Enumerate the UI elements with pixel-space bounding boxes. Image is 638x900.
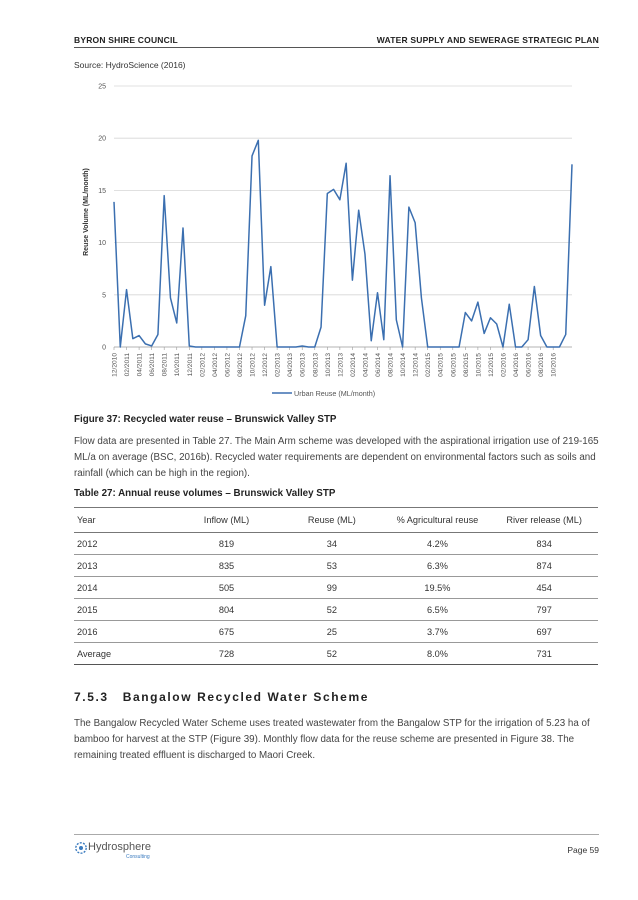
table-cell-agricultural-reuse: 19.5% (385, 577, 491, 599)
header-organisation: BYRON SHIRE COUNCIL (74, 35, 178, 45)
table-cell-year: 2012 (74, 533, 174, 555)
paragraph-bangalow-scheme: The Bangalow Recycled Water Scheme uses treated wastewater from the Bangalow STP for the irrigation of 5.23 ha of bamboo for harvest at the STP (Figure 39). Monthly flow data for the reuse scheme are presented in Figure 38. The remaining treated effluent is discharged to Maori Creek. (74, 718, 590, 761)
chart-x-tick-label: 06/2016 (525, 353, 533, 377)
table-cell-reuse: 52 (279, 599, 384, 621)
column-header-inflow: Inflow (ML) (174, 508, 279, 533)
table-cell-year: Average (74, 643, 174, 665)
chart-gridlines (114, 86, 572, 347)
chart-x-axis (112, 347, 558, 377)
table-cell-river-release: 454 (490, 577, 598, 599)
chart-x-tick-label: 12/2012 (262, 353, 270, 377)
table-cell-river-release: 731 (490, 643, 598, 665)
chart-y-tick-label: 0 (102, 344, 106, 352)
chart-x-tick-label: 10/2016 (550, 353, 558, 377)
chart-x-tick-label: 08/2011 (161, 353, 169, 377)
chart-y-axis-label: Reuse Volume (ML/month) (83, 168, 90, 256)
hydrosphere-logo-icon (74, 841, 88, 855)
chart-x-tick-label: 02/2011 (124, 353, 132, 377)
table-header-row (74, 508, 598, 533)
chart-x-tick-label: 08/2014 (387, 353, 395, 377)
table-cell-reuse: 52 (279, 643, 384, 665)
section-title: Bangalow Recycled Water Scheme (122, 690, 369, 704)
page-number: Page 59 (567, 845, 599, 855)
table-cell-year: 2016 (74, 621, 174, 643)
chart-x-tick-label: 08/2012 (236, 353, 244, 377)
table-cell-reuse: 34 (279, 533, 384, 555)
footer-divider (74, 834, 599, 835)
column-header-agricultural-reuse: % Agricultural reuse (385, 508, 491, 533)
chart-x-tick-label: 10/2015 (475, 353, 483, 377)
chart-x-tick-label: 02/2014 (349, 353, 357, 377)
table-row-average (74, 643, 598, 665)
table-caption: Table 27: Annual reuse volumes – Brunswick Valley STP (74, 488, 336, 499)
table-cell-agricultural-reuse: 6.5% (385, 599, 491, 621)
chart-x-tick-label: 10/2014 (400, 353, 408, 377)
chart-x-tick-label: 02/2015 (425, 353, 433, 377)
chart-series-group (114, 140, 572, 347)
table-cell-agricultural-reuse: 8.0% (385, 643, 491, 665)
figure-caption: Figure 37: Recycled water reuse – Brunswick Valley STP (74, 414, 337, 425)
chart-x-tick-label: 02/2016 (500, 353, 508, 377)
reuse-line-chart (74, 76, 584, 406)
chart-x-tick-label: 08/2013 (312, 353, 320, 377)
chart-x-tick-label: 12/2011 (186, 353, 194, 377)
table-cell-inflow: 804 (174, 599, 279, 621)
chart-x-tick-label: 06/2013 (299, 353, 307, 377)
chart-x-tick-label: 06/2011 (149, 353, 157, 377)
chart-x-tick-label: 04/2015 (437, 353, 445, 377)
chart-x-tick-label: 02/2013 (274, 353, 282, 377)
table-row (74, 599, 598, 621)
chart-x-tick-label: 04/2016 (513, 353, 521, 377)
column-header-year: Year (74, 508, 174, 533)
chart-series-line (114, 140, 572, 347)
chart-x-tick-label: 04/2012 (211, 353, 219, 377)
chart-y-axis (98, 84, 106, 352)
chart-x-tick-label: 12/2014 (412, 353, 420, 377)
chart-x-tick-label: 06/2012 (224, 353, 232, 377)
logo-wordmark: Hydrosphere (88, 841, 151, 853)
chart-y-tick-label: 5 (102, 292, 106, 300)
chart-x-tick-label: 08/2015 (462, 353, 470, 377)
table-cell-reuse: 99 (279, 577, 384, 599)
table-cell-agricultural-reuse: 3.7% (385, 621, 491, 643)
chart-y-tick-label: 20 (98, 135, 106, 143)
table-cell-reuse: 53 (279, 555, 384, 577)
table-cell-year: 2014 (74, 577, 174, 599)
logo-subtitle: Consulting (126, 854, 150, 860)
table-cell-inflow: 835 (174, 555, 279, 577)
figure-source-note: Source: HydroScience (2016) (74, 60, 186, 70)
table-cell-reuse: 25 (279, 621, 384, 643)
chart-x-tick-label: 04/2014 (362, 353, 370, 377)
table-cell-inflow: 819 (174, 533, 279, 555)
chart-x-tick-label: 06/2015 (450, 353, 458, 377)
chart-x-tick-label: 12/2015 (487, 353, 495, 377)
chart-x-tick-label: 06/2014 (375, 353, 383, 377)
chart-legend (272, 389, 375, 398)
chart-x-tick-label: 12/2010 (111, 353, 119, 377)
paragraph-flow-data: Flow data are presented in Table 27. The Main Arm scheme was developed with the aspirational irrigation use of 219-165 ML/a on average (BSC, 2016b). Recycled water requirements are dependent on environmental factors such as soils and rainfall (which can be high in the region). (74, 436, 599, 479)
section-heading (74, 690, 369, 704)
table-cell-river-release: 797 (490, 599, 598, 621)
table-cell-year: 2013 (74, 555, 174, 577)
header-document-title: WATER SUPPLY AND SEWERAGE STRATEGIC PLAN (376, 35, 599, 45)
chart-x-tick-label: 10/2012 (249, 353, 257, 377)
header-divider (74, 47, 599, 48)
table-cell-inflow: 675 (174, 621, 279, 643)
chart-x-tick-label: 12/2013 (337, 353, 345, 377)
table-cell-river-release: 874 (490, 555, 598, 577)
table-row (74, 621, 598, 643)
table-cell-inflow: 728 (174, 643, 279, 665)
table-cell-river-release: 834 (490, 533, 598, 555)
chart-x-tick-label: 02/2012 (199, 353, 207, 377)
chart-x-tick-label: 10/2011 (174, 353, 182, 377)
chart-x-tick-label: 08/2016 (538, 353, 546, 377)
chart-x-tick-label: 10/2013 (324, 353, 332, 377)
table-row (74, 555, 598, 577)
legend-label: Urban Reuse (ML/month) (294, 389, 376, 398)
table-row (74, 533, 598, 555)
table-cell-river-release: 697 (490, 621, 598, 643)
table-cell-agricultural-reuse: 6.3% (385, 555, 491, 577)
chart-x-tick-label: 04/2013 (287, 353, 295, 377)
table-row (74, 577, 598, 599)
table-cell-agricultural-reuse: 4.2% (385, 533, 491, 555)
table-cell-year: 2015 (74, 599, 174, 621)
annual-reuse-table (74, 507, 598, 665)
chart-y-tick-label: 10 (98, 240, 106, 248)
chart-x-tick-label: 04/2011 (136, 353, 144, 377)
table-cell-inflow: 505 (174, 577, 279, 599)
column-header-reuse: Reuse (ML) (279, 508, 384, 533)
chart-y-tick-label: 25 (98, 83, 106, 91)
chart-y-tick-label: 15 (98, 187, 106, 195)
section-number: 7.5.3 (74, 690, 109, 704)
column-header-river-release: River release (ML) (490, 508, 598, 533)
